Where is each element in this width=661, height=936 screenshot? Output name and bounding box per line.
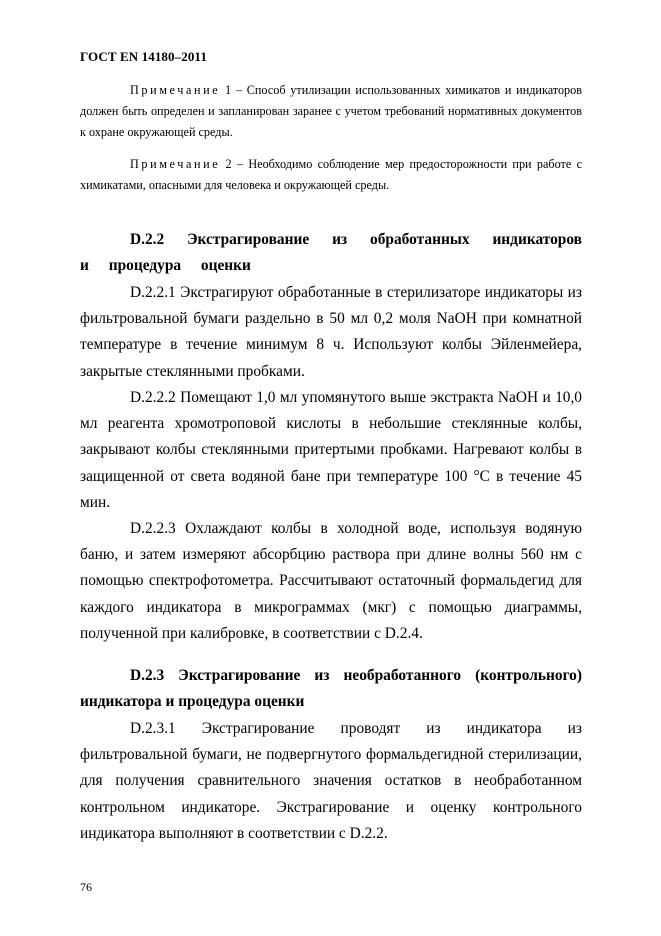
note-2 bbox=[80, 154, 582, 196]
page-number: 76 bbox=[80, 880, 92, 894]
note-2-text: 2 – Необходимо соблюдение мер предосторожности при работе с химикатами, опасными для человека и окружающей среды. bbox=[80, 157, 582, 192]
paragraph-d222: D.2.2.2 Помещают 1,0 мл упомянутого выше экстракта NaOH и 10,0 мл реагента хромотроповой кислоты в небольшие стеклянные колбы, закрывают колбы стеклянными притертыми пробками. Нагревают колбы в защищенной от света водяной бане при температуре 100 °С в течение 45 мин. bbox=[80, 389, 582, 511]
paragraph-d231: D.2.3.1 Экстрагирование проводят из индикатора из фильтровальной бумаги, не подвергнутого формальдегидной стерилизации, для получения сравнительного значения остатков в необработанном контрольном индикаторе. Экстрагирование и оценку контрольного индикатора выполняют в соответствии с D.2.2. bbox=[80, 720, 582, 842]
note-1-label: Примечание bbox=[130, 83, 221, 97]
note-2-label: Примечание bbox=[130, 157, 221, 171]
section-d22-heading: D.2.2 Экстрагирование из обработанных индикаторов и процедура оценки bbox=[80, 231, 582, 275]
paragraph-d223: D.2.2.3 Охлаждают колбы в холодной воде, используя водяную баню, и затем измеряют абсорбцию раствора при длине волны 560 нм с помощью спектрофотометра. Рассчитывают остаточный формальдегид для каждого индикатора в микрограммах (мкг) с помощью диаграммы, полученной при калибровке, в соответствии с D.2.4. bbox=[80, 520, 582, 642]
section-d23-heading: D.2.3 Экстрагирование из необработанного (контрольного) индикатора и процедура оценки bbox=[80, 667, 582, 711]
note-1 bbox=[80, 80, 582, 143]
document-header: ГОСТ EN 14180–2011 bbox=[80, 49, 207, 64]
paragraph-d221: D.2.2.1 Экстрагируют обработанные в стерилизаторе индикаторы из фильтровальной бумаги раздельно в 50 мл 0,2 моля NaOH при комнатной температуре в течение минимум 8 ч. Используют колбы Эйленмейера, закрытые стеклянными пробками. bbox=[80, 284, 582, 380]
note-1-text: 1 – Способ утилизации использованных химикатов и индикаторов должен быть определен и запланирован заранее с учетом требований нормативных документов к охране окружающей среды. bbox=[80, 83, 582, 139]
